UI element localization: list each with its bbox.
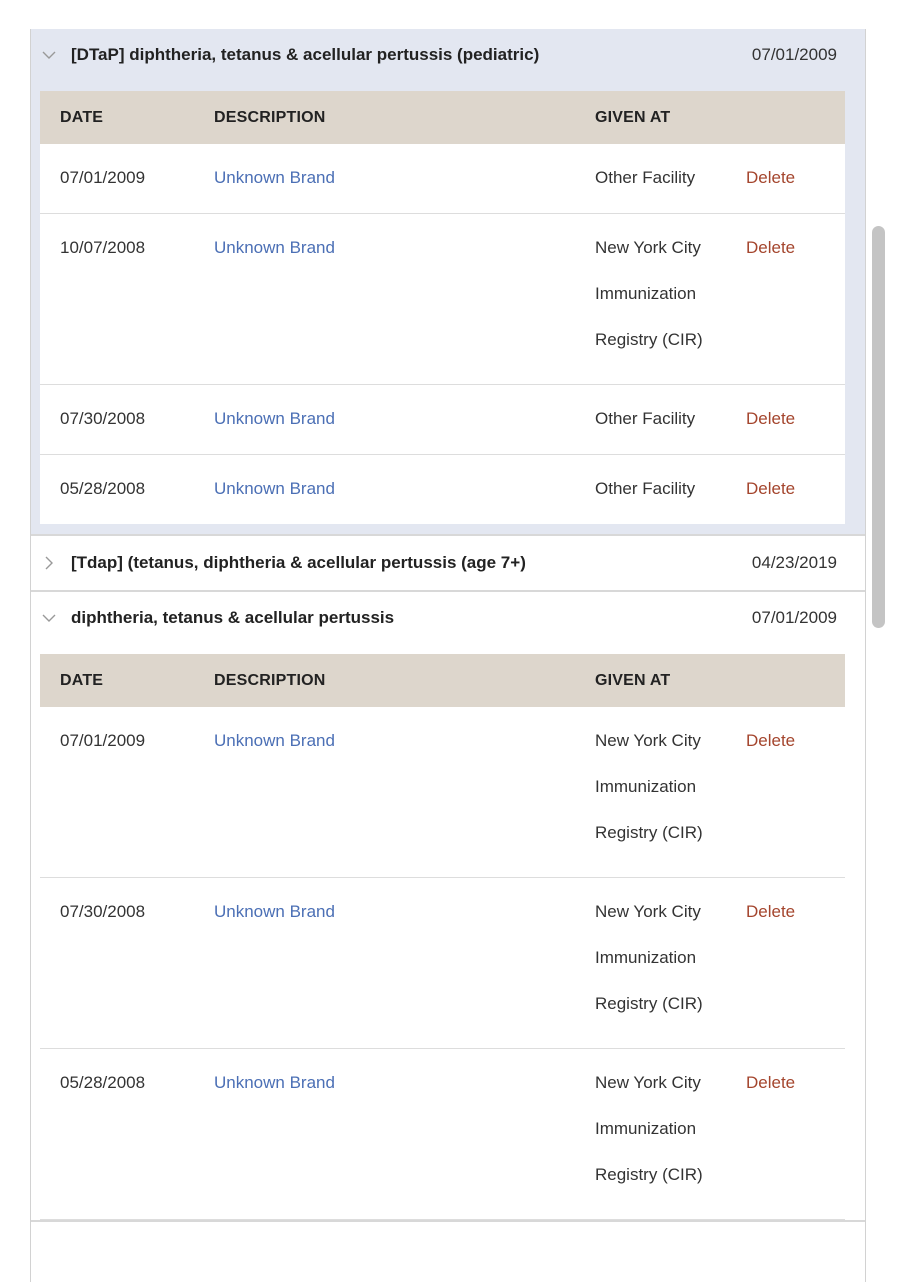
column-header-date: DATE <box>60 671 104 689</box>
dose-date: 05/28/2008 <box>60 479 146 498</box>
column-header-date: DATE <box>60 108 104 126</box>
given-at-line: Registry (CIR) <box>595 994 703 1013</box>
given-at-line: Immunization <box>595 777 697 796</box>
dose-date: 07/30/2008 <box>60 902 146 921</box>
table-row <box>40 878 845 1049</box>
dose-date: 07/01/2009 <box>60 731 146 750</box>
immunization-history-panel <box>30 29 866 1282</box>
brand-link[interactable]: Unknown Brand <box>214 238 335 257</box>
dose-date: 07/30/2008 <box>60 409 146 428</box>
chevron-down-icon <box>41 610 57 626</box>
brand-link[interactable]: Unknown Brand <box>214 731 335 750</box>
brand-link[interactable]: Unknown Brand <box>214 902 335 921</box>
delete-link[interactable]: Delete <box>746 168 796 187</box>
given-at <box>595 731 735 869</box>
column-header-given-at: GIVEN AT <box>595 108 671 126</box>
vaccine-dose-table <box>40 91 845 524</box>
column-header-given-at: GIVEN AT <box>595 671 671 689</box>
given-at <box>595 902 735 1040</box>
chevron-down-icon <box>41 47 57 63</box>
given-at <box>595 409 735 455</box>
vaccine-group-dtp <box>31 592 865 1222</box>
given-at-line: Immunization <box>595 284 697 303</box>
given-at <box>595 1073 735 1211</box>
table-row <box>40 455 845 524</box>
table-header <box>40 91 845 144</box>
given-at-line: Registry (CIR) <box>595 1165 703 1184</box>
given-at-line: New York City <box>595 902 701 921</box>
table-row <box>40 144 845 214</box>
given-at-line: Registry (CIR) <box>595 823 703 842</box>
given-at-line: New York City <box>595 731 701 750</box>
given-at-line: New York City <box>595 238 701 257</box>
column-header-description: DESCRIPTION <box>214 108 326 126</box>
vaccine-group-header[interactable] <box>31 536 865 590</box>
delete-link[interactable]: Delete <box>746 238 796 257</box>
table-row <box>40 707 845 878</box>
brand-link[interactable]: Unknown Brand <box>214 168 335 187</box>
delete-link[interactable]: Delete <box>746 409 796 428</box>
dose-date: 07/01/2009 <box>60 168 146 187</box>
brand-link[interactable]: Unknown Brand <box>214 409 335 428</box>
dose-date: 05/28/2008 <box>60 1073 146 1092</box>
delete-link[interactable]: Delete <box>746 731 796 750</box>
delete-link[interactable]: Delete <box>746 902 796 921</box>
vaccine-group-dtap <box>31 29 865 536</box>
given-at-line: Other Facility <box>595 479 696 498</box>
table-header <box>40 654 845 707</box>
vaccine-group-date: 07/01/2009 <box>751 45 837 64</box>
given-at-line: Immunization <box>595 948 697 967</box>
table-row <box>40 385 845 455</box>
given-at <box>595 479 735 525</box>
vaccine-group-header[interactable] <box>31 29 865 81</box>
given-at <box>595 168 735 214</box>
given-at-line: Immunization <box>595 1119 697 1138</box>
dose-date: 10/07/2008 <box>60 238 146 257</box>
table-row <box>40 214 845 385</box>
vertical-scrollbar[interactable] <box>872 226 885 628</box>
vaccine-group-tdap <box>31 536 865 592</box>
vaccine-group-title: [Tdap] (tetanus, diphtheria & acellular pertussis (age 7+) <box>71 553 526 572</box>
delete-link[interactable]: Delete <box>746 479 796 498</box>
given-at-line: Other Facility <box>595 409 696 428</box>
given-at <box>595 238 735 376</box>
vaccine-group-date: 07/01/2009 <box>751 608 837 627</box>
brand-link[interactable]: Unknown Brand <box>214 1073 335 1092</box>
vaccine-dose-table <box>40 654 845 1220</box>
given-at-line: Other Facility <box>595 168 696 187</box>
chevron-right-icon <box>41 555 57 571</box>
column-header-description: DESCRIPTION <box>214 671 326 689</box>
given-at-line: Registry (CIR) <box>595 330 703 349</box>
vaccine-group-date: 04/23/2019 <box>751 553 837 572</box>
vaccine-group-title: [DTaP] diphtheria, tetanus & acellular pertussis (pediatric) <box>71 45 540 64</box>
brand-link[interactable]: Unknown Brand <box>214 479 335 498</box>
given-at-line: New York City <box>595 1073 701 1092</box>
table-row <box>40 1049 845 1220</box>
delete-link[interactable]: Delete <box>746 1073 796 1092</box>
vaccine-group-title: diphtheria, tetanus & acellular pertussis <box>71 608 395 627</box>
vaccine-group-header[interactable] <box>31 592 865 644</box>
